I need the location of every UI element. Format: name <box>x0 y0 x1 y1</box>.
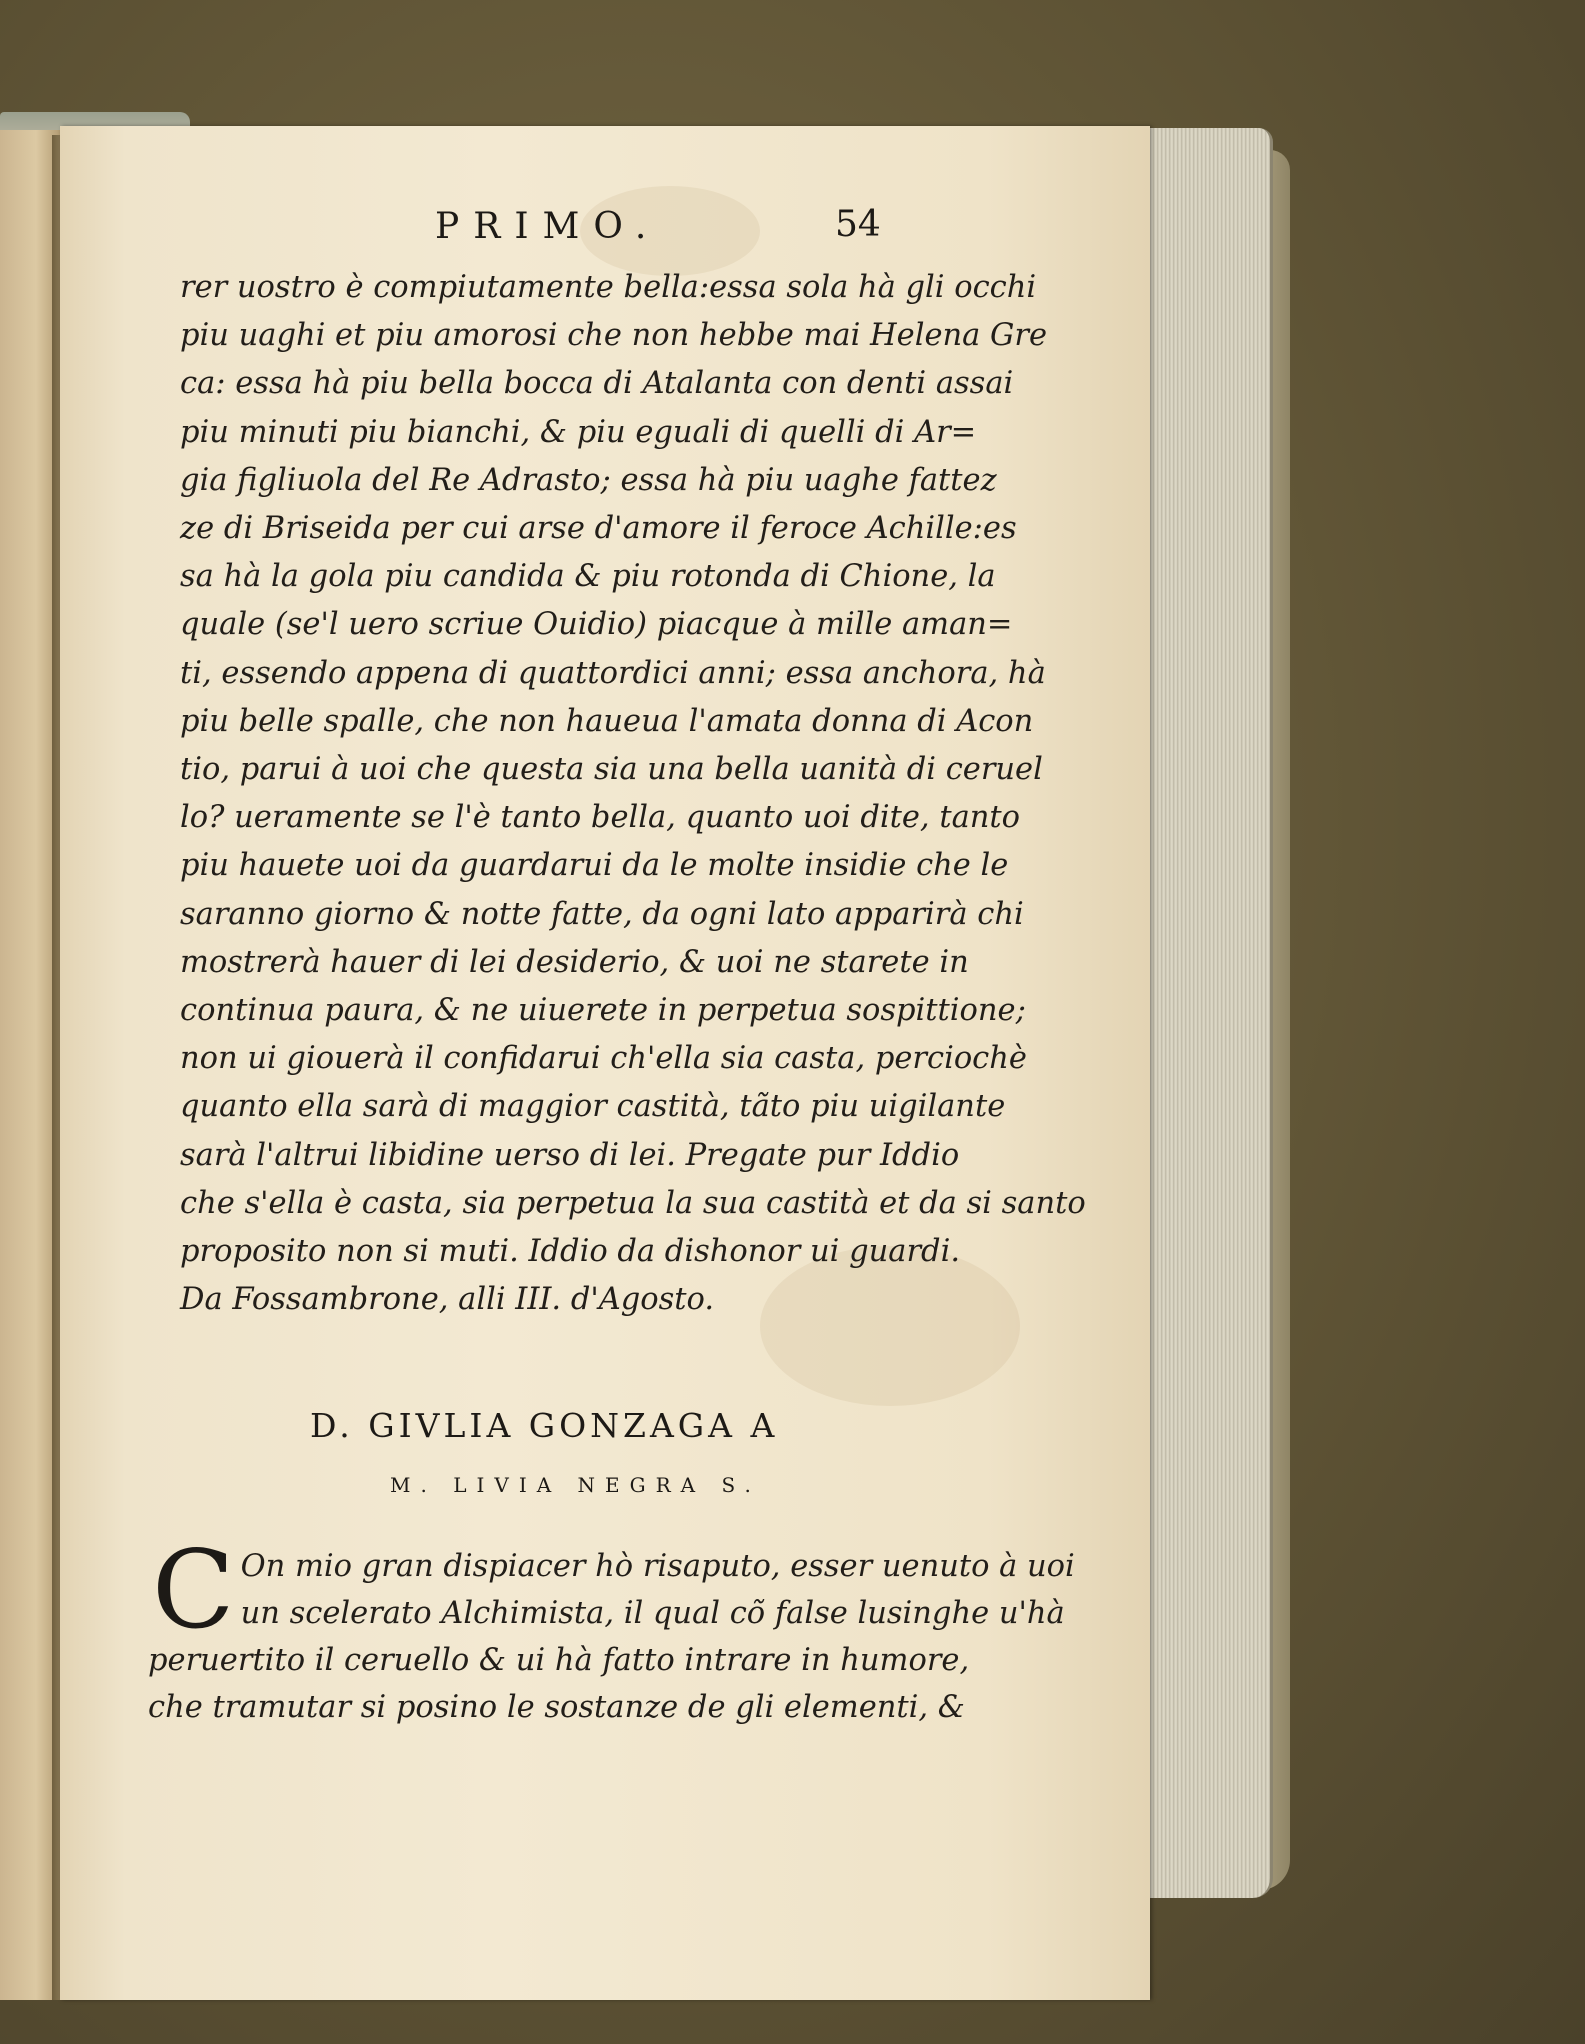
text-line: ca: essa hà piu bella bocca di Atalanta con denti assai <box>180 366 1014 402</box>
drop-cap: C <box>152 1528 235 1653</box>
text-line: ze di Briseida per cui arse d'amore il feroce Achille:es <box>180 511 1017 547</box>
text-line: che tramutar si posino le sostanze de gli elementi, & <box>148 1690 965 1725</box>
page-edges <box>1142 128 1273 1898</box>
text-line: saranno giorno & notte fatte, da ogni lato apparirà chi <box>180 896 1024 932</box>
body-text <box>180 264 1086 1324</box>
text-line: non ui giouerà il confidarui ch'ella sia casta, perciochè <box>180 1041 1027 1077</box>
page-number: 54 <box>835 204 881 245</box>
text-line: gia figliuola del Re Adrasto; essa hà piu uaghe fattez <box>180 462 997 498</box>
text-line: continua paura, & ne uiuerete in perpetua sospittione; <box>180 993 1026 1029</box>
text-line: lo? ueramente se l'è tanto bella, quanto uoi dite, tanto <box>180 800 1021 836</box>
text-line: un scelerato Alchimista, il qual cõ false lusinghe u'hà <box>240 1596 1065 1631</box>
letter-text <box>148 1528 1112 1731</box>
running-head: PRIMO. <box>435 206 661 247</box>
text-line: rer uostro è compiutamente bella:essa sola hà gli occhi <box>180 270 1037 305</box>
text-line: On mio gran dispiacer hò risaputo, esser uenuto à uoi <box>240 1549 1075 1584</box>
text-line: tio, parui à uoi che questa sia una bella uanità di ceruel <box>180 752 1043 788</box>
text-line: piu belle spalle, che non haueua l'amata donna di Acon <box>180 703 1034 739</box>
text-line: piu uaghi et piu amorosi che non hebbe mai Helena Gre <box>180 318 1048 354</box>
text-line: quale (se'l uero scriue Ouidio) piacque à mille aman= <box>180 607 1013 643</box>
text-line: sa hà la gola piu candida & piu rotonda di Chione, la <box>180 559 996 595</box>
text-line: piu minuti piu bianchi, & piu eguali di quelli di Ar= <box>180 414 977 450</box>
text-line: sarà l'altrui libidine uerso di lei. Pregate pur Iddio <box>180 1137 960 1173</box>
text-line: peruertito il ceruello & ui hà fatto intrare in humore, <box>148 1643 970 1678</box>
letter-subheading: M. LIVIA NEGRA S. <box>390 1473 761 1497</box>
book-page <box>60 126 1150 2000</box>
text-line: ti, essendo appena di quattordici anni; essa anchora, hà <box>180 655 1046 691</box>
text-line: quanto ella sarà di maggior castità, tãto piu uigilante <box>180 1089 1006 1125</box>
text-line: che s'ella è casta, sia perpetua la sua castità et da si santo <box>180 1185 1086 1221</box>
text-line: mostrerà hauer di lei desiderio, & uoi ne starete in <box>180 944 969 980</box>
dateline: Da Fossambrone, alli III. d'Agosto. <box>180 1282 715 1318</box>
text-line: piu hauete uoi da guardarui da le molte insidie che le <box>180 848 1009 884</box>
text-line: proposito non si muti. Iddio da dishonor ui guardi. <box>180 1234 961 1270</box>
letter-heading: D. GIVLIA GONZAGA A <box>310 1406 779 1445</box>
